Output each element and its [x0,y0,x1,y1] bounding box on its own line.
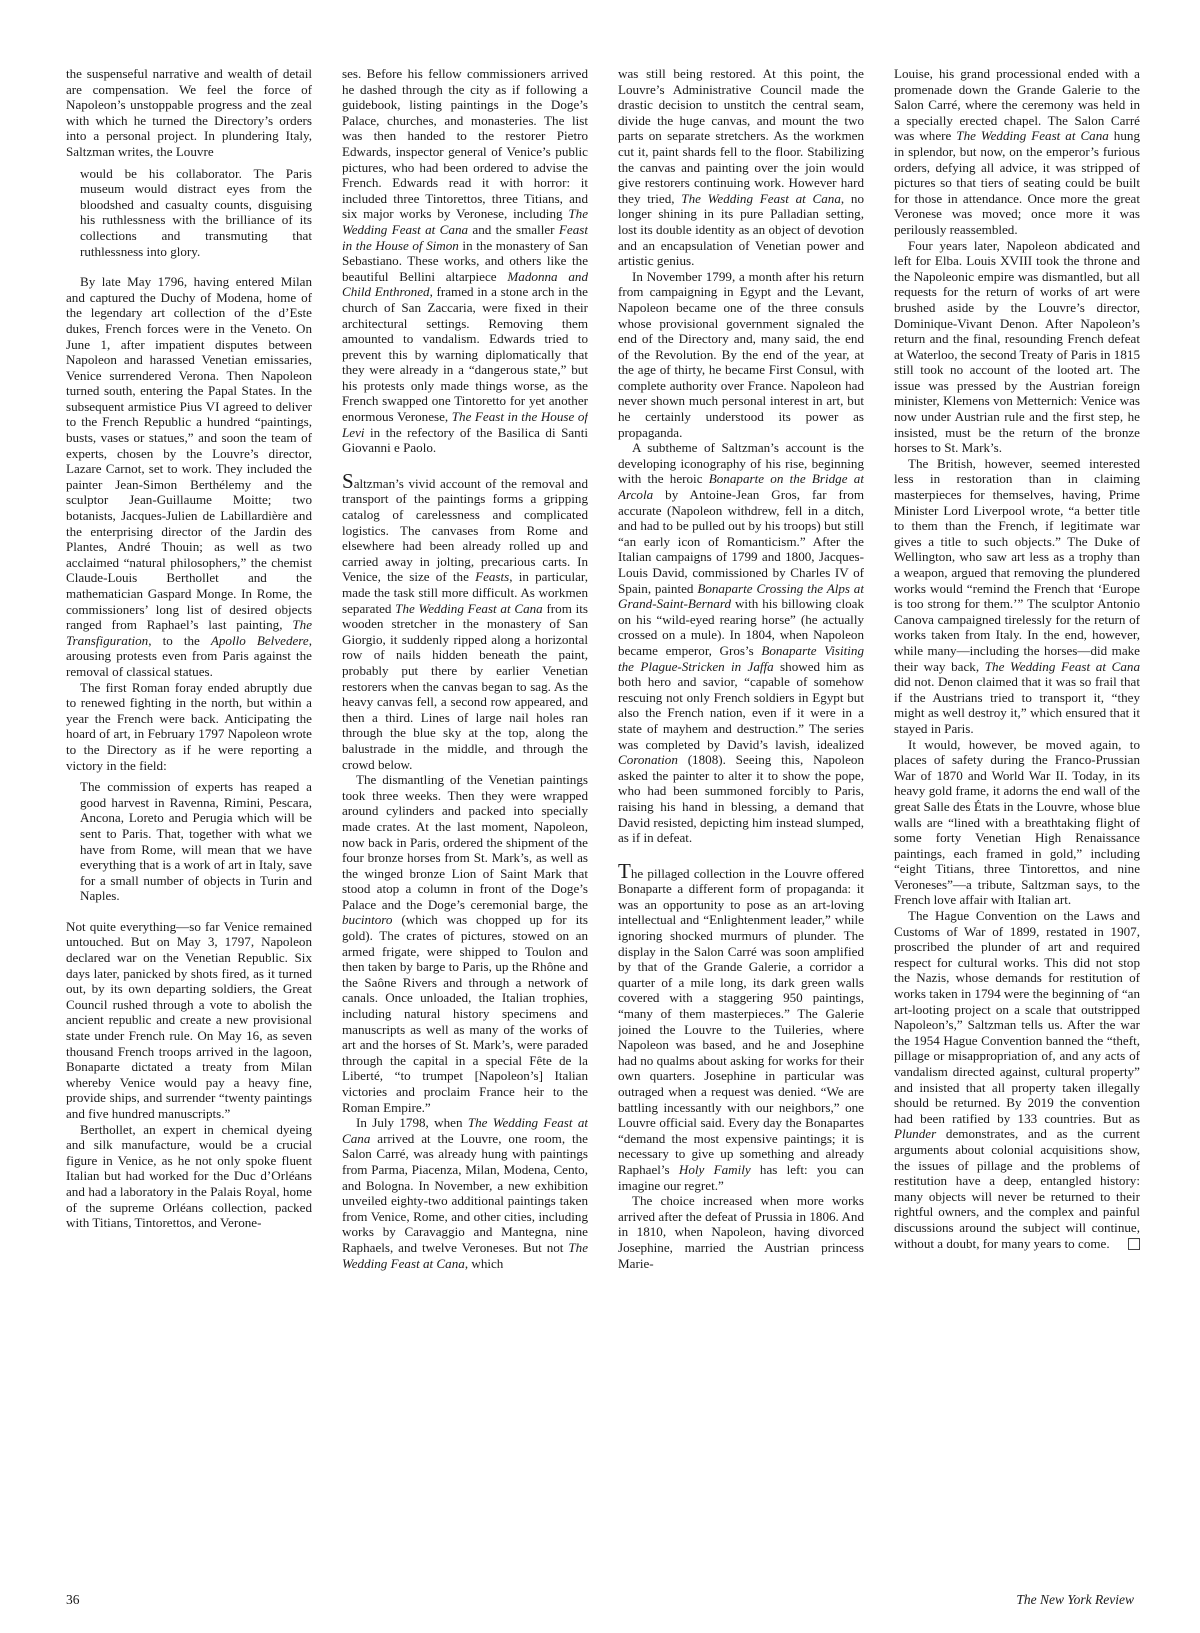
page-number: 36 [66,1592,80,1607]
article-paragraph: By late May 1796, having entered Milan and captured the Duchy of Modena, home of the legendary art collection of the d’Este dukes, French forces were in the Veneto. On June 1, after impatient disputes between Napoleon and harassed Venetian emissaries, Venice surrendered Verona. Then Napoleon turned south, entering the Papal States. In the subsequent armistice Pius VI agreed to deliver to the French Republic a hundred “paintings, busts, vases or statues,” and soon the team of experts, chosen by the Louvre’s director, Lazare Carnot, set to work. They included the painter Jean-Simon Berthélemy and the sculptor Jean-Guillaume Moitte; two botanists, Jacques-Julien de Labillardière and the enterprising director of the Jardin des Plantes, André Thouin; as well as two acclaimed “natural philosophers,” the chemist Claude-Louis Berthollet and the mathematician Gaspard Monge. In Rome, the commissioners’ long list of desired objects ranged from Raphael’s last painting, The Transfiguration, to the Apollo Belvedere, arousing protests even from Paris against the removal of classical statues. [66,274,312,679]
article-paragraph: ses. Before his fellow commissioners arrived he dashed through the city as if following a guidebook, listing paintings in the Doge’s Palace, churches, and monasteries. The list was then handed to the restorer Pietro Edwards, inspector general of Venice’s public pictures, who had been ordered to advise the French. Edwards read it with horror: it included three Tintorettos, three Titians, and six major works by Veronese, including The Wedding Feast at Cana and the smaller Feast in the House of Simon in the monastery of San Sebastiano. These works, and others like the beautiful Bellini altarpiece Madonna and Child Enthroned, framed in a stone arch in the church of San Zaccaria, were fixed in their architectural settings. Removing them amounted to vandalism. Edwards tried to prevent this by warning diplomatically that they were already in a “dangerous state,” but his protests only made things worse, as the French swapped one Tintoretto for yet another enormous Veronese, The Feast in the House of Levi in the refectory of the Basilica di Santi Giovanni e Paolo. [342,66,588,456]
article-paragraph: The choice increased when more works arrived after the defeat of Prussia in 1806. And in 1810, when Napoleon, having divorced Josephine, married the Austrian princess Marie- [618,1193,864,1271]
article-paragraph: the suspenseful narrative and wealth of detail are compensation. We feel the force of Napoleon’s unstoppable progress and the zeal with which he turned the Directory’s orders into a personal project. In plundering Italy, Saltzman writes, the Louvre [66,66,312,159]
drop-cap: T [618,858,631,883]
column-4 [894,66,1140,1576]
column-2 [342,66,588,1576]
article-paragraph: The dismantling of the Venetian paintings took three weeks. Then they were wrapped around cylinders and packed into specially made crates. At the last moment, Napoleon, now back in Paris, ordered the shipment of the four bronze horses from St. Mark’s, as well as the winged bronze Lion of Saint Mark that stood atop a column in front of the Doge’s Palace and the Doge’s ceremonial barge, the bucintoro (which was chopped up for its gold). The crates of pictures, stowed on an armed frigate, were shipped to Toulon and then taken by barge to Paris, up the Rhône and the Saône Rivers and through a network of canals. Once unloaded, the Italian trophies, including natural history specimens and manuscripts as well as many of the works of art and the horses of St. Mark’s, were paraded through the capital in a special Fête de la Liberté, “to trumpet [Napoleon’s] Italian victories and proclaim France heir to the Roman Empire.” [342,772,588,1115]
article-paragraph: Saltzman’s vivid account of the removal and transport of the paintings forms a gripping catalog of carelessness and complicated logistics. The canvases from Rome and elsewhere had been already rolled up and carried away in jolting, precarious carts. In Venice, the size of the Feasts, in particular, made the task still more difficult. As workmen separated The Wedding Feast at Cana from its wooden stretcher in the monastery of San Giorgio, it suddenly ripped along a horizontal row of nails hidden beneath the paint, probably put there by earlier Venetian restorers when the canvas began to sag. As the heavy canvas fell, a second row appeared, and then a third. Lines of large nail holes ran through the blue sky at the top, along the balustrade in the middle, and through the crowd below. [342,468,588,772]
article-paragraph: was still being restored. At this point, the Louvre’s Administrative Council made the drastic decision to unstitch the central seam, divide the huge canvas, and mount the two parts on separate stretchers. As the workmen cut it, paint shards fell to the floor. Stabilizing the canvas and painting over the join would give restorers continuing work. However hard they tried, The Wedding Feast at Cana, no longer shining in its pure Palladian setting, lost its double identity as an object of devotion and an encapsulation of Venetian power and artistic genius. [618,66,864,269]
article-paragraph: A subtheme of Saltzman’s account is the developing iconography of his rise, beginning with the heroic Bonaparte on the Bridge at Arcola by Antoine-Jean Gros, far from accurate (Napoleon withdrew, fell in a ditch, and had to be pulled out by his troops) but still “an early icon of Romanticism.” After the Italian campaigns of 1799 and 1800, Jacques-Louis David, commissioned by Charles IV of Spain, painted Bonaparte Crossing the Alps at Grand-Saint-Bernard with his billowing cloak on his “wild-eyed rearing horse” (he actually crossed on a mule). In 1804, when Napoleon became emperor, Gros’s Bonaparte Visiting the Plague-Stricken in Jaffa showed him as both hero and savior, “capable of somehow rescuing not only French soldiers in Egypt but also the French nation, even if it were in a state of mayhem and destruction.” The series was completed by David’s lavish, idealized Coronation (1808). Seeing this, Napoleon asked the painter to alter it to show the pope, who had been summoned forcibly to Paris, raising his hand in blessing, a demand that David resisted, depicting him instead slumped, as if in defeat. [618,440,864,846]
article-paragraph: The first Roman foray ended abruptly due to renewed fighting in the north, but within a year the French were back. Anticipating the hoard of art, in February 1797 Napoleon wrote to the Directory as if he were reporting a victory in the field: [66,679,312,773]
article-paragraph: Louise, his grand processional ended with a promenade down the Grande Galerie to the Salon Carré, where the ceremony was held in a specially erected chapel. The Salon Carré was where The Wedding Feast at Cana hung in splendor, but now, on the emperor’s furious orders, defying all advice, it was stripped of pictures so that tiers of seating could be built for those in attendance. Once more the great Veronese was moved; once more it was perilously reassembled. [894,66,1140,237]
article-paragraph: Not quite everything—so far Venice remained untouched. But on May 3, 1797, Napoleon declared war on the Venetian Republic. Six days later, panicked by shots fired, as it turned out, by its own departing soldiers, the Great Council rushed through a vote to abolish the ancient republic and create a new provisional state under French rule. On May 16, as seven thousand French troops arrived in the lagoon, Bonaparte dictated a treaty from Milan whereby Venice would pay a heavy fine, provide ships, and surrender “twenty paintings and five hundred manuscripts.” [66,918,312,1121]
block-quote: The commission of experts has reaped a good harvest in Ravenna, Rimini, Pescara, Ancona, Loreto and Perugia which will be sent to Paris. That, together with what we have from Rome, will mean that we have everything that is a work of art in Italy, save for a small number of objects in Turin and Naples. [80,779,312,904]
drop-cap: S [342,468,354,493]
end-mark-icon [1128,1238,1140,1250]
article-columns [66,66,1140,1576]
article-paragraph: It would, however, be moved again, to places of safety during the Franco-Prussian War of 1870 and World War II. Today, in its heavy gold frame, it adorns the end wall of the great Salle des États in the Louvre, whose blue walls are “lined with a breathtaking flight of some forty Venetian High Renaissance paintings, each framed in gold,” including “eight Titians, three Tintorettos, and nine Veroneses”—a tribute, Saltzman says, to the French love affair with Italian art. [894,736,1140,908]
article-paragraph: In November 1799, a month after his return from campaigning in Egypt and the Levant, Napoleon became one of the three consuls whose provisional government signaled the end of the Directory and, many said, the end of the Revolution. By the end of the year, at the age of thirty, he became First Consul, with complete authority over France. Napoleon had never shown much personal interest in art, but he certainly understood its power as propaganda. [618,268,864,440]
article-paragraph: The pillaged collection in the Louvre offered Bonaparte a different form of propaganda: it was an opportunity to pose as an art-loving intellectual and “Enlightenment leader,” while ignoring shocked murmurs of plunder. The display in the Salon Carré was soon amplified by that of the Grande Galerie, a corridor a quarter of a mile long, its dark green walls covered with a staggering 950 paintings, “many of them masterpieces.” The Galerie joined the Louvre to the Tuileries, where Napoleon was based, and he and Josephine had no qualms about asking for works for their own quarters. Josephine in particular was outraged when a request was denied. “We are battling incessantly with our neighbors,” one Louvre official said. Every day the Bonapartes “demand the most expensive paintings; it is necessary to give up something and already Raphael’s Holy Family has left: you can imagine our regret.” [618,858,864,1193]
article-paragraph: In July 1798, when The Wedding Feast at Cana arrived at the Louvre, one room, the Salon Carré, was already hung with paintings from Parma, Piacenza, Milan, Modena, Cento, and Bologna. In November, a new exhibition unveiled eighty-two additional paintings taken from Venice, Rome, and other cities, including works by Caravaggio and Mantegna, nine Raphaels, and twelve Veroneses. But not The Wedding Feast at Cana, which [342,1115,588,1271]
article-paragraph: The British, however, seemed interested less in restoration than in claiming masterpieces for themselves, having, Prime Minister Lord Liverpool wrote, “a better title to them than the French, if legitimate war gives a title to such objects.” The Duke of Wellington, who saw art less as a trophy than a weapon, argued that removing the plundered works would “remind the French that ‘Europe is too strong for them.’” The sculptor Antonio Canova campaigned tirelessly for the return of works taken from Italy. In the end, however, while many—including the horses—did make their way back, The Wedding Feast at Cana did not. Denon claimed that it was so frail that if the Austrians tried to transport it, “they might as well destroy it,” which ensured that it stayed in Paris. [894,455,1140,736]
column-1 [66,66,312,1576]
article-paragraph: Berthollet, an expert in chemical dyeing and silk manufacture, would be a crucial figure in Venice, as he not only spoke fluent Italian but had worked for the Duc d’Orléans and had a laboratory in the Palais Royal, home of the supreme Orléans collection, packed with Titians, Tintorettos, and Verone- [66,1121,312,1231]
article-paragraph: Four years later, Napoleon abdicated and left for Elba. Louis XVIII took the throne and the Napoleonic empire was dismantled, but all requests for the return of works of art were brushed aside by the Louvre’s director, Dominique-Vivant Denon. After Napoleon’s return and the final, resounding French defeat at Waterloo, the second Treaty of Paris in 1815 still took no account of the looted art. The issue was pressed by the Austrian foreign minister, Klemens von Metternich: Venice was now under Austrian rule and the first step, he insisted, must be the return of the bronze horses to St. Mark’s. [894,237,1140,456]
article-paragraph: The Hague Convention on the Laws and Customs of War of 1899, restated in 1907, proscribed the plunder of art and required respect for cultural works. This did not stop the Nazis, whose demands for restitution of works taken in 1794 were the beginning of “an art-looting project on a scale that outstripped Napoleon’s,” Saltzman tells us. After the war the 1954 Hague Convention banned the “theft, pillage or misappropriation of, and any acts of vandalism directed against, cultural property” and insisted that all property taken illegally should be returned. By 2019 the convention had been ratified by 133 countries. But as Plunder demonstrates, and as the current arguments about colonial acquisitions show, the issues of pillage and the problems of restitution have a deep, entangled history: many objects will never be returned to their rightful owners, and the complex and painful discussions around the subject will continue, without a doubt, for many years to come. [894,908,1140,1251]
publication-name: The New York Review [1016,1592,1134,1607]
block-quote: would be his collaborator. The Paris museum would distract eyes from the bloodshed and casualty counts, disguising his ruthlessness with the brilliance of its collections and transmuting that ruthlessness into glory. [80,165,312,259]
column-3 [618,66,864,1576]
